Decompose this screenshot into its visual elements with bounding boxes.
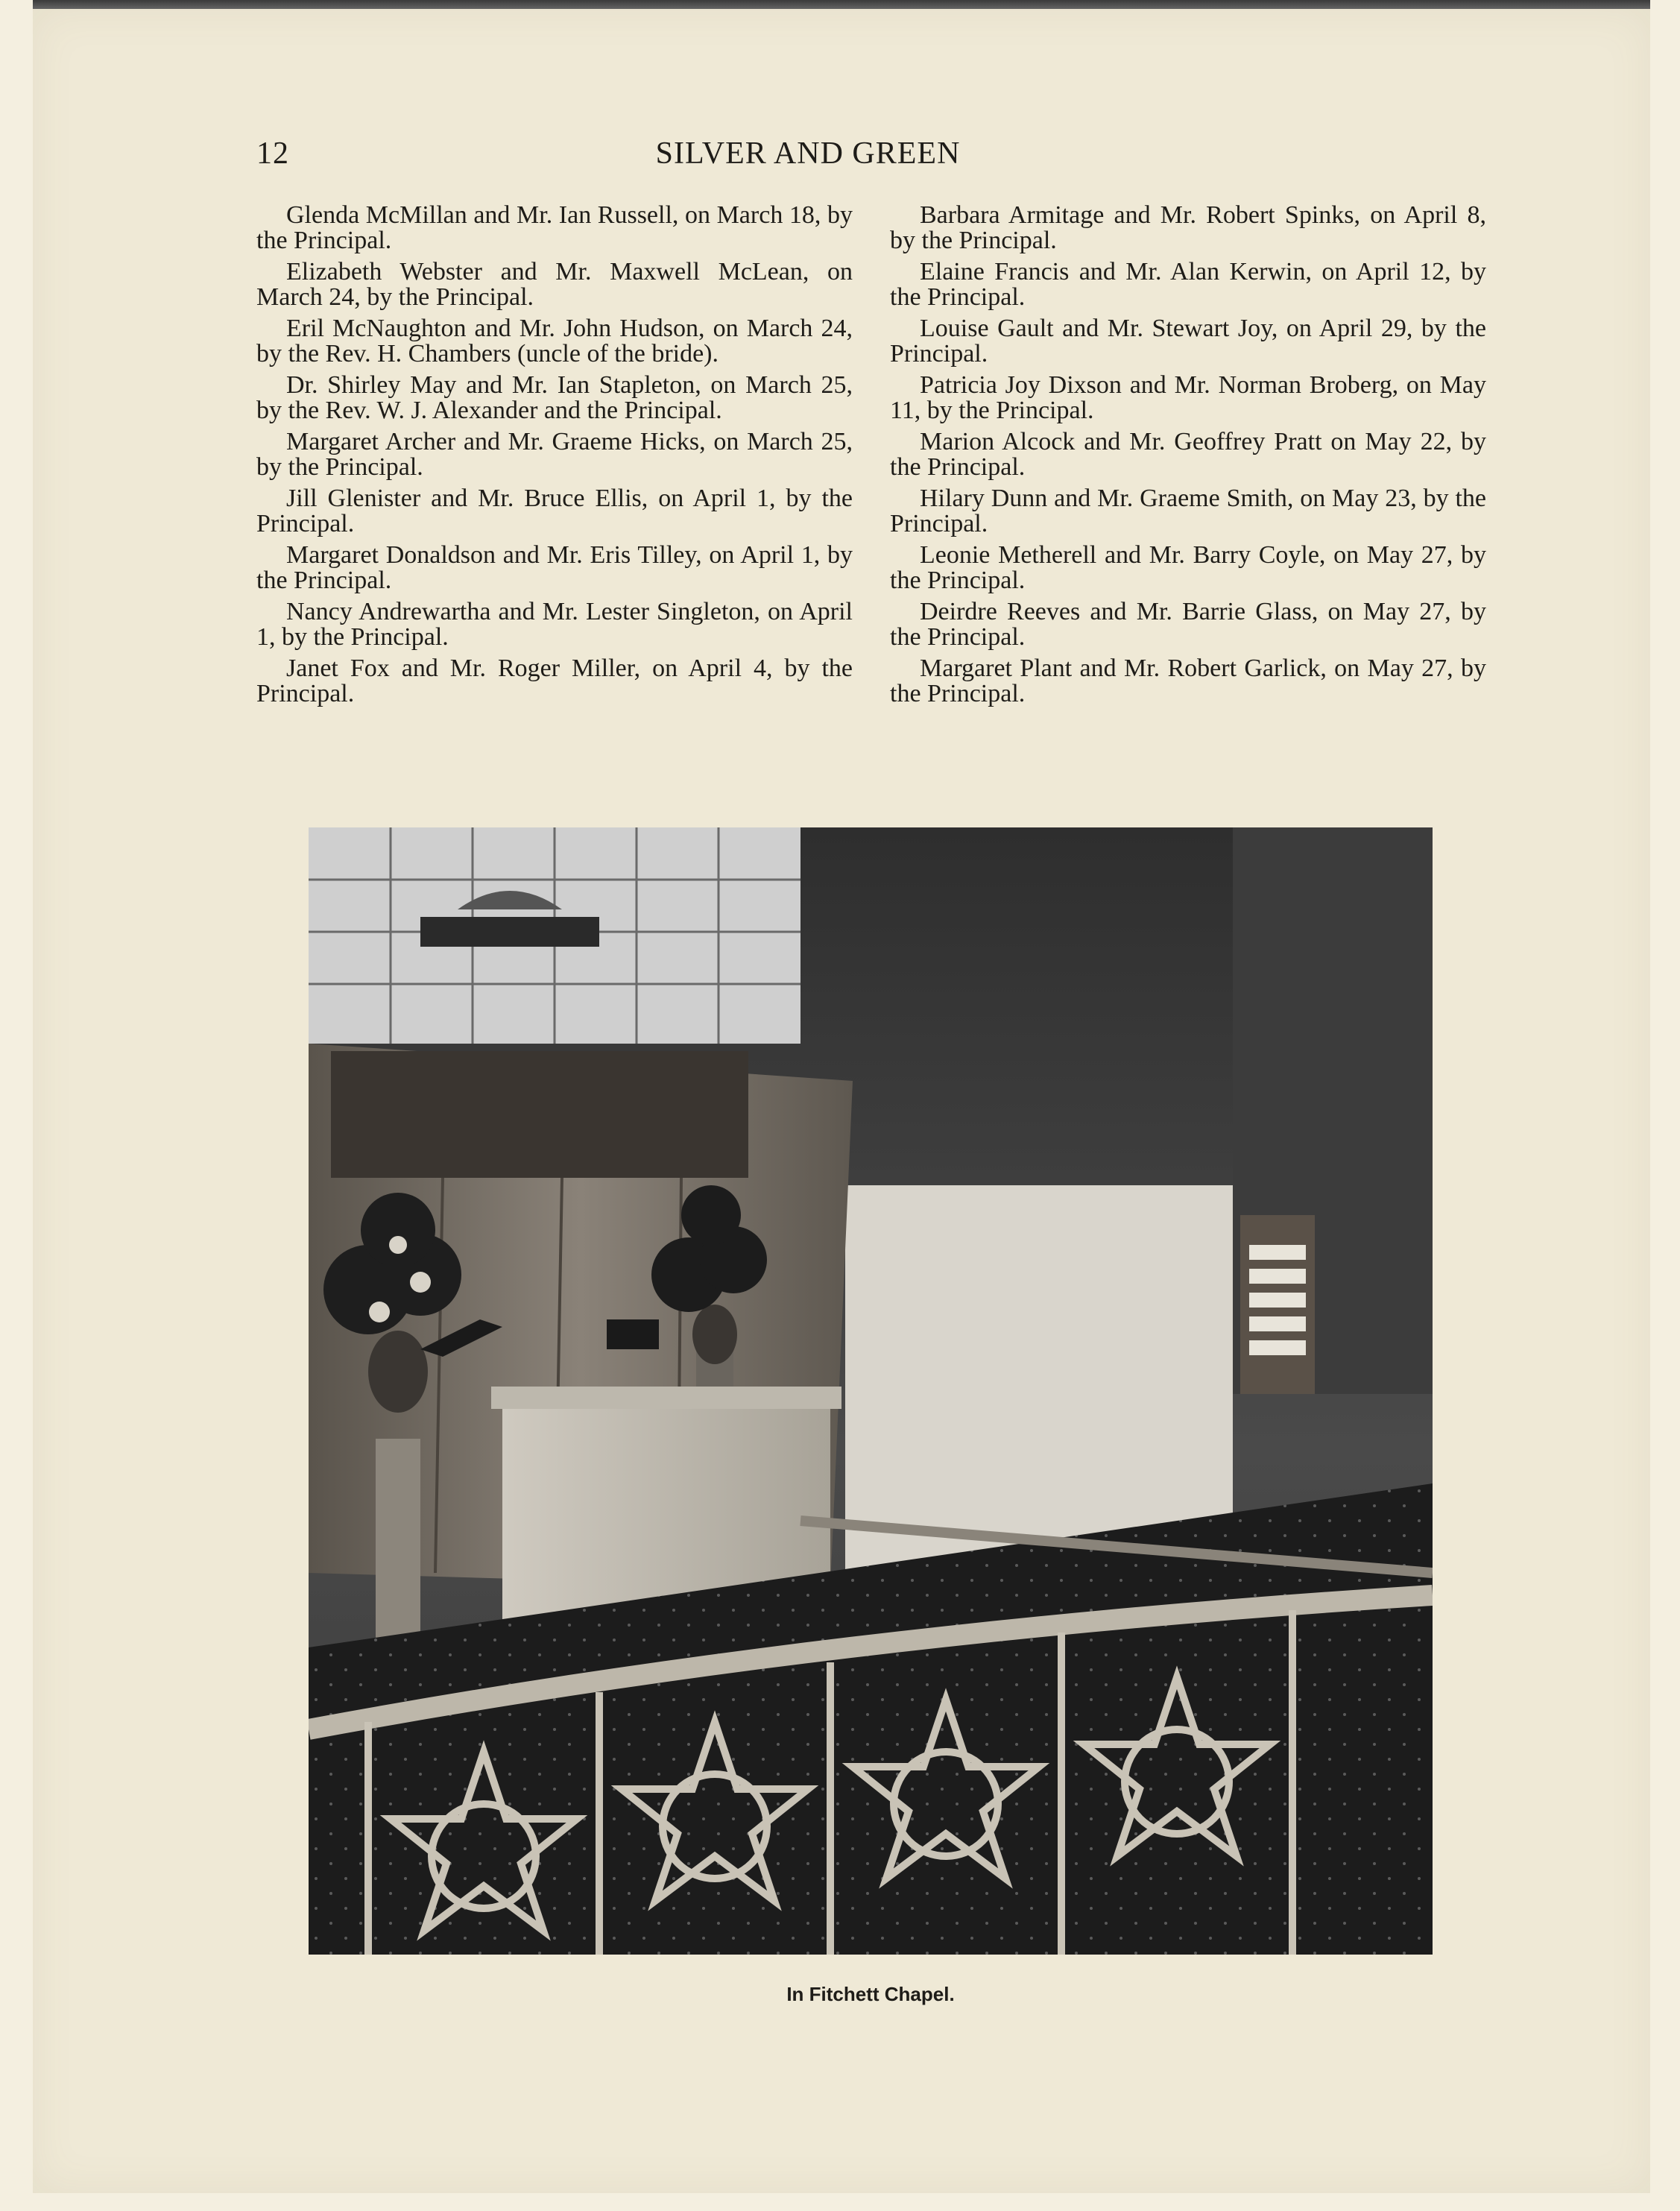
window-plaque [420,917,599,947]
wedding-entry: Hilary Dunn and Mr. Graeme Smith, on May 23, by the Principal. [890,485,1486,537]
wedding-entry: Jill Glenister and Mr. Bruce Ellis, on April 1, by the Principal. [256,485,853,537]
wedding-entry: Margaret Donaldson and Mr. Eris Tilley, on April 1, by the Principal. [256,541,853,594]
wedding-entry: Margaret Archer and Mr. Graeme Hicks, on March 25, by the Principal. [256,428,853,481]
left-column [256,203,853,713]
wedding-entry: Nancy Andrewartha and Mr. Lester Singleton, on April 1, by the Principal. [256,598,853,651]
wedding-entry: Leonie Metherell and Mr. Barry Coyle, on May 27, by the Principal. [890,541,1486,594]
lectern-right [607,1319,659,1349]
wedding-entry: Glenda McMillan and Mr. Ian Russell, on March 18, by the Principal. [256,201,853,254]
chapel-photograph [309,827,1433,1955]
wedding-entry: Deirdre Reeves and Mr. Barrie Glass, on May 27, by the Principal. [890,598,1486,651]
page-number: 12 [256,136,289,171]
wedding-entry: Margaret Plant and Mr. Robert Garlick, on May 27, by the Principal. [890,655,1486,707]
wedding-entry: Janet Fox and Mr. Roger Miller, on April 4, by the Principal. [256,655,853,707]
wedding-entry: Dr. Shirley May and Mr. Ian Stapleton, on March 25, by the Rev. W. J. Alexander and the Principal. [256,371,853,424]
wedding-entry: Patricia Joy Dixson and Mr. Norman Broberg, on May 11, by the Principal. [890,371,1486,424]
carved-panel [331,1051,748,1178]
wedding-entry: Barbara Armitage and Mr. Robert Spinks, on April 8, by the Principal. [890,201,1486,254]
right-column [890,203,1486,713]
page-header [256,136,1360,176]
figure-caption: In Fitchett Chapel. [786,1983,955,2005]
wedding-entry: Elizabeth Webster and Mr. Maxwell McLean, on March 24, by the Principal. [256,258,853,311]
wedding-entry: Elaine Francis and Mr. Alan Kerwin, on April 12, by the Principal. [890,258,1486,311]
vase-right [692,1305,737,1364]
vase-left [368,1331,428,1413]
wedding-entry: Marion Alcock and Mr. Geoffrey Pratt on May 22, by the Principal. [890,428,1486,481]
pedestal [376,1439,420,1662]
wedding-entry: Eril McNaughton and Mr. John Hudson, on March 24, by the Rev. H. Chambers (uncle of the bride). [256,315,853,368]
running-head: SILVER AND GREEN [655,136,961,171]
wedding-entry: Louise Gault and Mr. Stewart Joy, on April 29, by the Principal. [890,315,1486,368]
chapel-photo-illustration [309,827,1433,1955]
